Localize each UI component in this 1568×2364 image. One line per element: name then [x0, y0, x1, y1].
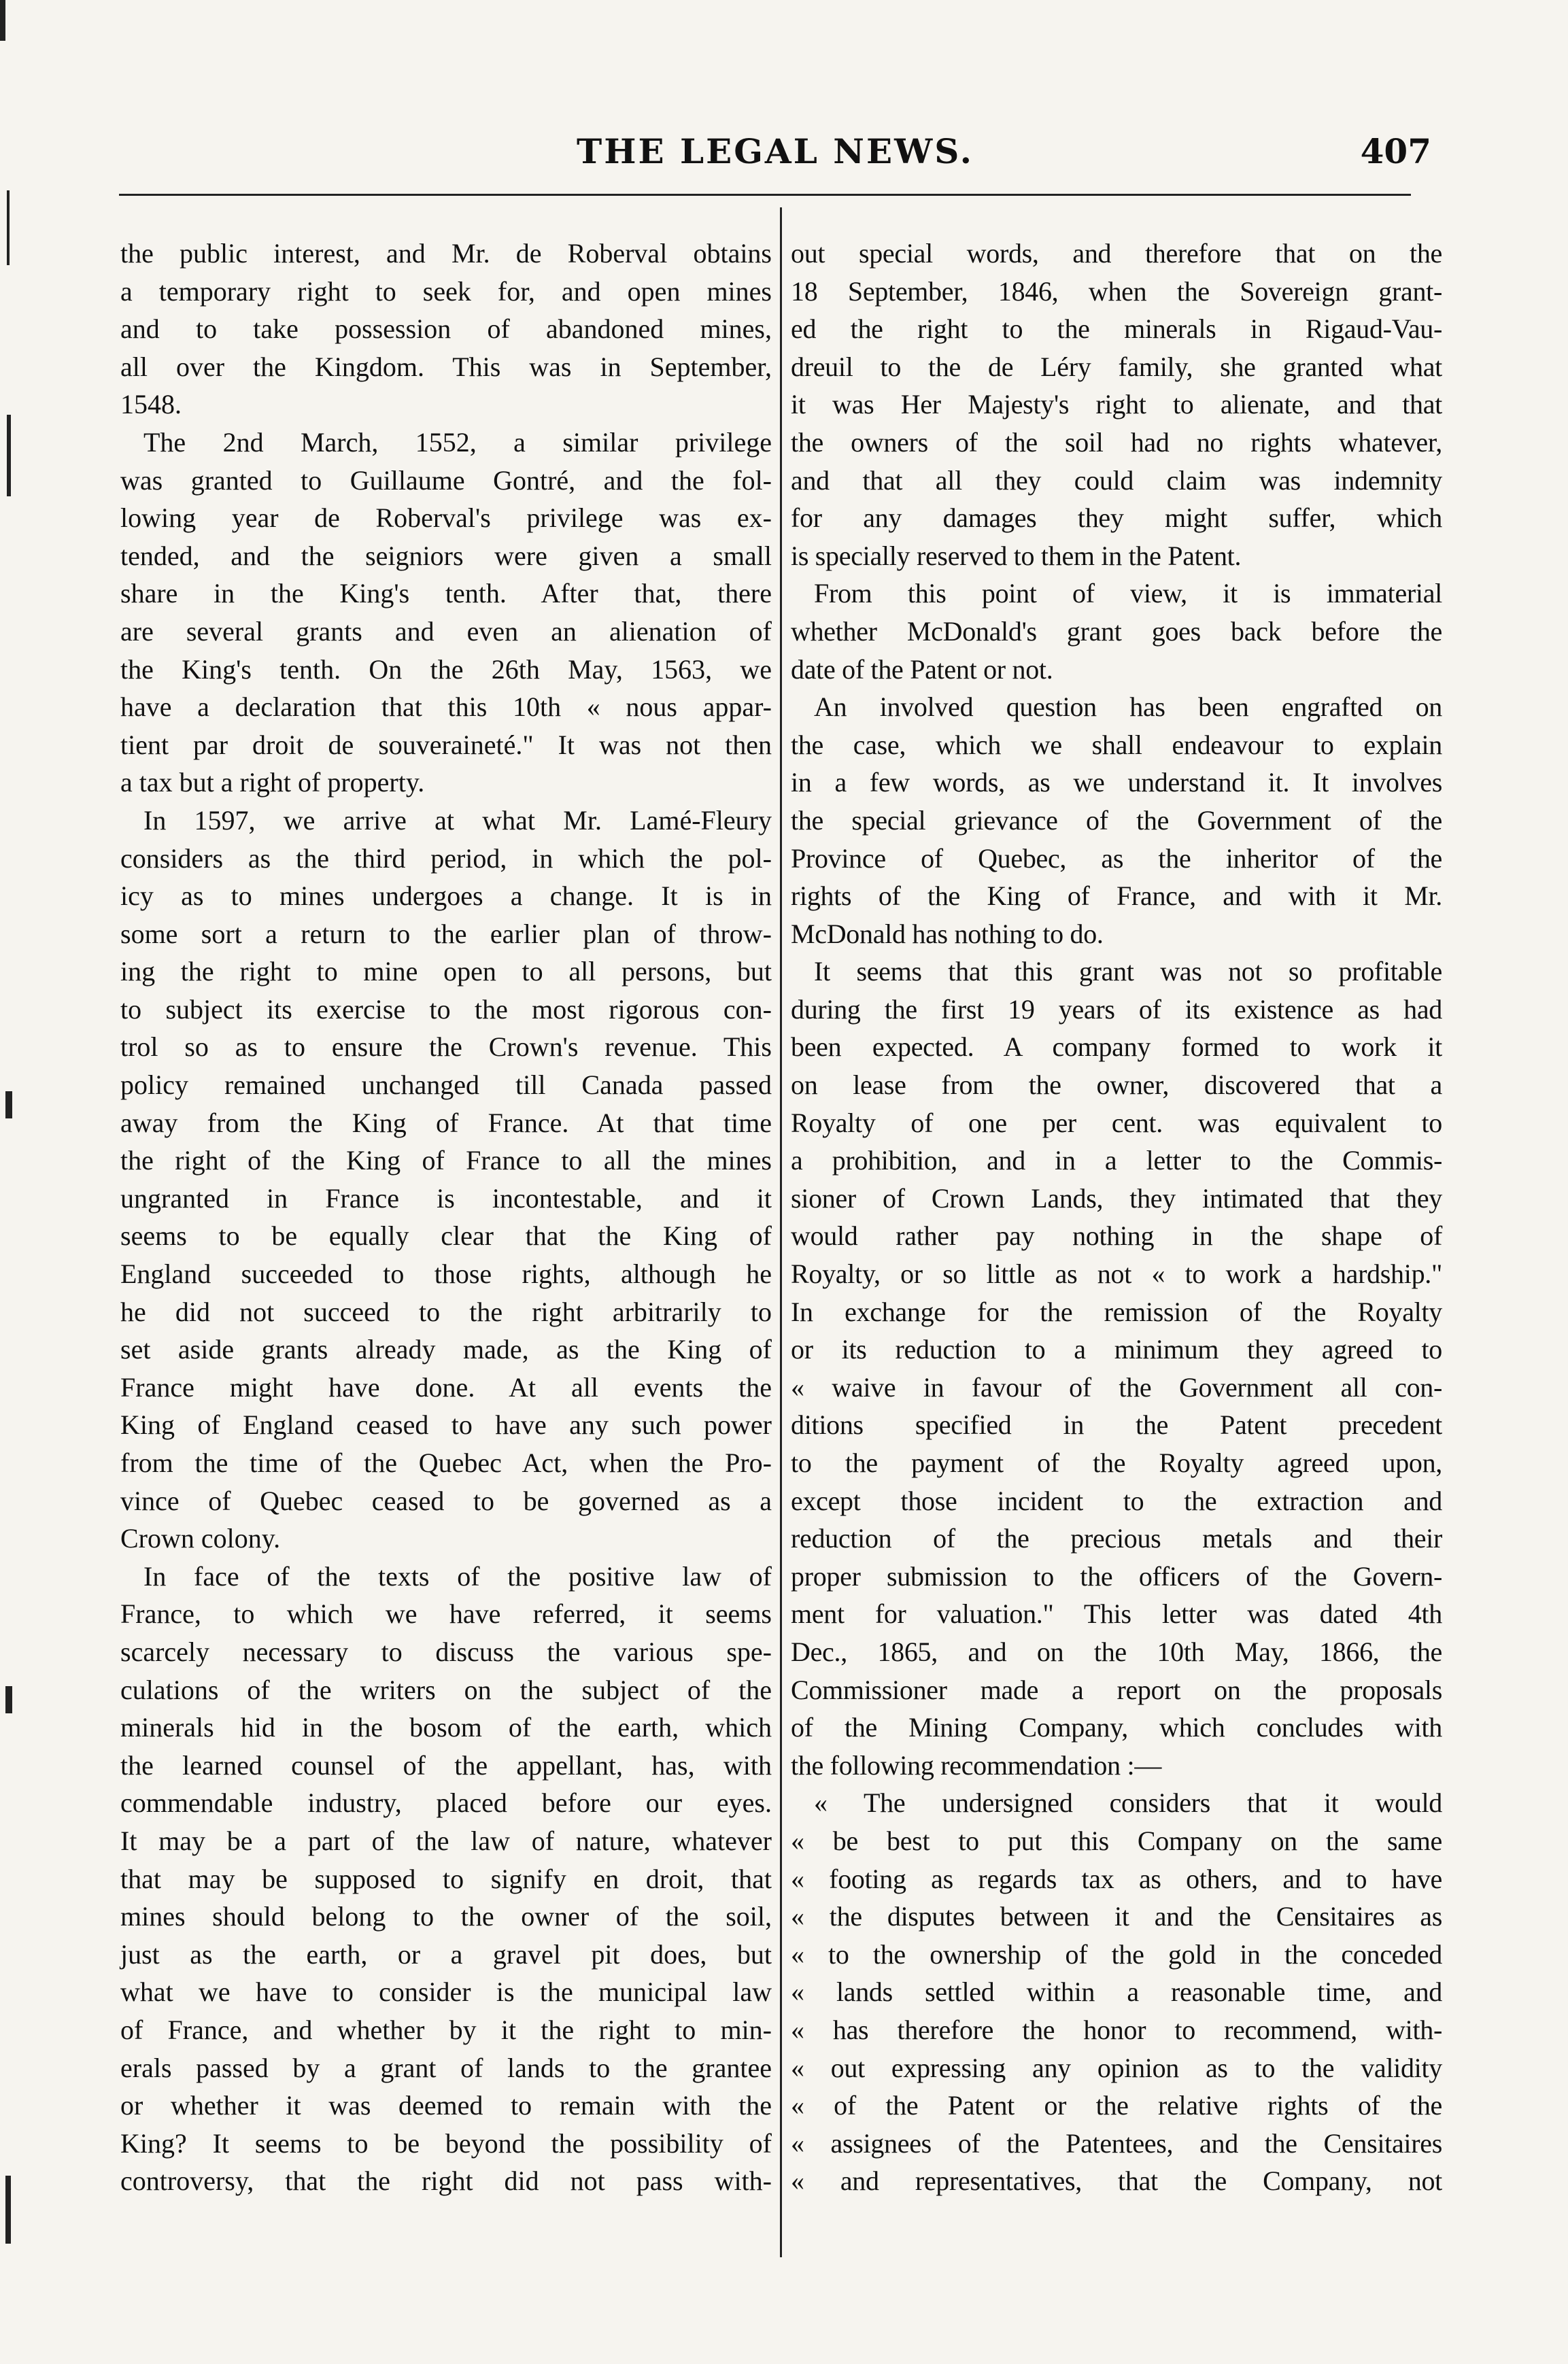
right-column-text-line: It seems that this grant was not so profitable [814, 956, 1442, 987]
left-column-text-line: all over the Kingdom. This was in September, [120, 351, 772, 382]
right-column-text-line: of the Mining Company, which concludes with [791, 1712, 1442, 1743]
right-column-text-line: is specially reserved to them in the Patent. [791, 540, 1242, 571]
left-column-text-line: scarcely necessary to discuss the various spe- [120, 1636, 772, 1667]
margin-mark [5, 1091, 12, 1118]
right-column-text-line: « the disputes between it and the Censitaires as [791, 1901, 1442, 1932]
left-column-text-line: culations of the writers on the subject of the [120, 1674, 772, 1705]
right-column-text-line: it was Her Majesty's right to alienate, and that [791, 389, 1442, 420]
left-column-text-line: 1548. [120, 389, 182, 420]
left-column-text-line: controversy, that the right did not pass with- [120, 2165, 772, 2197]
left-column-text-line: mines should belong to the owner of the soil, [120, 1901, 772, 1932]
left-column-text-line: a temporary right to seek for, and open mines [120, 275, 772, 307]
left-column-text-line: what we have to consider is the municipal law [120, 1976, 772, 2008]
left-column-text-line: a tax but a right of property. [120, 767, 425, 798]
right-column-text-line: the special grievance of the Government of the [791, 804, 1442, 836]
right-column-text-line: In exchange for the remission of the Royalty [791, 1296, 1442, 1327]
right-column-text-line: McDonald has nothing to do. [791, 918, 1104, 949]
margin-mark [0, 0, 5, 41]
left-column-text-line: commendable industry, placed before our eyes. [120, 1787, 772, 1819]
left-column-text-line: minerals hid in the bosom of the earth, which [120, 1712, 772, 1743]
left-column-text-line: the learned counsel of the appellant, has, with [120, 1749, 772, 1781]
margin-mark [7, 190, 10, 265]
right-column-text-line: reduction of the precious metals and their [791, 1523, 1442, 1554]
left-column-text-line: share in the King's tenth. After that, there [120, 578, 772, 609]
left-column-text-line: policy remained unchanged till Canada passed [120, 1069, 772, 1101]
right-column-text-line: Province of Quebec, as the inheritor of the [791, 842, 1442, 874]
left-column-text-line: France, to which we have referred, it seems [120, 1598, 772, 1630]
left-column-text-line: ungranted in France is incontestable, and it [120, 1182, 772, 1214]
right-column [791, 235, 1442, 2200]
left-column-text-line: England succeeded to those rights, although he [120, 1258, 772, 1290]
page-header [119, 126, 1431, 187]
right-column-text-line: dreuil to the de Léry family, she granted what [791, 351, 1442, 382]
left-column-text-line: the King's tenth. On the 26th May, 1563, we [120, 653, 772, 685]
right-column-text-line: « assignees of the Patentees, and the Censitaires [791, 2127, 1442, 2159]
right-column-text-line: out special words, and therefore that on the [791, 238, 1442, 269]
left-column-text-line: and to take possession of abandoned mines, [120, 313, 772, 345]
right-column-text-line: Royalty, or so little as not « to work a hardship." [791, 1258, 1442, 1290]
right-column-text-line: would rather pay nothing in the shape of [791, 1220, 1442, 1252]
right-column-text-line: and that all they could claim was indemnity [791, 464, 1442, 496]
right-column-text-line: « and representatives, that the Company, not [791, 2165, 1442, 2197]
left-column-text-line: the public interest, and Mr. de Roberval obtains [120, 238, 772, 269]
right-column-text-line: ment for valuation." This letter was dated 4th [791, 1598, 1442, 1630]
right-column-text-line: been expected. A company formed to work it [791, 1031, 1442, 1063]
left-column-text-line: ing the right to mine open to all persons, but [120, 956, 772, 987]
running-title: THE LEGAL NEWS. [577, 131, 974, 171]
right-column-text-line: « to the ownership of the gold in the conceded [791, 1938, 1442, 1970]
left-column-text-line: the right of the King of France to all the mines [120, 1145, 772, 1176]
left-column-text-line: lowing year de Roberval's privilege was ex- [120, 502, 772, 534]
left-column-text-line: or whether it was deemed to remain with the [120, 2090, 772, 2121]
left-column-text-line: he did not succeed to the right arbitrarily to [120, 1296, 772, 1327]
left-column-text-line: In 1597, we arrive at what Mr. Lamé-Fleury [143, 804, 772, 836]
left-column-text-line: The 2nd March, 1552, a similar privilege [143, 426, 772, 458]
left-column-text-line: away from the King of France. At that time [120, 1107, 772, 1138]
right-column-text-line: 18 September, 1846, when the Sovereign grant- [791, 275, 1442, 307]
right-column-text-line: « footing as regards tax as others, and to have [791, 1863, 1442, 1894]
left-column-text-line: just as the earth, or a gravel pit does, but [120, 1938, 772, 1970]
left-column-text-line: that may be supposed to signify en droit, that [120, 1863, 772, 1894]
right-column-text-line: in a few words, as we understand it. It involves [791, 767, 1442, 798]
right-column-text-line: « out expressing any opinion as to the validity [791, 2052, 1442, 2083]
right-column-text-line: « waive in favour of the Government all con- [791, 1371, 1442, 1403]
right-column-text-line: « The undersigned considers that it would [814, 1787, 1442, 1819]
right-column-text-line: on lease from the owner, discovered that a [791, 1069, 1442, 1101]
margin-mark [5, 1686, 12, 1713]
right-column-text-line: From this point of view, it is immaterial [814, 578, 1442, 609]
right-column-text-line: « be best to put this Company on the same [791, 1825, 1442, 1856]
left-column-text-line: In face of the texts of the positive law of [143, 1560, 772, 1592]
right-column-text-line: sioner of Crown Lands, they intimated that they [791, 1182, 1442, 1214]
left-column-text-line: from the time of the Quebec Act, when the Pro- [120, 1447, 772, 1478]
right-column-text-line: date of the Patent or not. [791, 653, 1053, 685]
right-column-text-line: during the first 19 years of its existence as had [791, 993, 1442, 1025]
right-column-text-line: except those incident to the extraction and [791, 1485, 1442, 1516]
page-number: 407 [1360, 131, 1431, 171]
margin-mark [5, 2176, 11, 2244]
right-column-text-line: « has therefore the honor to recommend, with- [791, 2014, 1442, 2045]
right-column-text-line: to the payment of the Royalty agreed upon, [791, 1447, 1442, 1478]
left-column-text-line: set aside grants already made, as the King of [120, 1334, 772, 1365]
left-column-text-line: France might have done. At all events the [120, 1371, 772, 1403]
left-column-text-line: of France, and whether by it the right to min- [120, 2014, 772, 2045]
right-column-text-line: Dec., 1865, and on the 10th May, 1866, the [791, 1636, 1442, 1667]
right-column-text-line: the owners of the soil had no rights whatever, [791, 426, 1442, 458]
right-column-text-line: « of the Patent or the relative rights of the [791, 2090, 1442, 2121]
right-column-text-line: whether McDonald's grant goes back before the [791, 615, 1442, 647]
left-column-text-line: vince of Quebec ceased to be governed as a [120, 1485, 772, 1516]
right-column-text-line: proper submission to the officers of the Govern- [791, 1560, 1442, 1592]
left-column-text-line: tient par droit de souveraineté." It was not then [120, 729, 772, 760]
right-column-text-line: ed the right to the minerals in Rigaud-Vau- [791, 313, 1442, 345]
right-column-text-line: Commissioner made a report on the proposals [791, 1674, 1442, 1705]
left-column-text-line: Crown colony. [120, 1523, 281, 1554]
left-column-text-line: are several grants and even an alienation of [120, 615, 772, 647]
left-column-text-line: have a declaration that this 10th « nous appar- [120, 691, 772, 723]
left-column-text-line: icy as to mines undergoes a change. It is in [120, 880, 772, 912]
left-column-text-line: It may be a part of the law of nature, whatever [120, 1825, 772, 1856]
right-column-text-line: a prohibition, and in a letter to the Commis- [791, 1145, 1442, 1176]
left-column-text-line: was granted to Guillaume Gontré, and the fol- [120, 464, 772, 496]
left-column-text-line: trol so as to ensure the Crown's revenue. This [120, 1031, 772, 1063]
left-column-text-line: some sort a return to the earlier plan of throw- [120, 918, 772, 949]
left-column-text-line: erals passed by a grant of lands to the grantee [120, 2052, 772, 2083]
right-column-text-line: rights of the King of France, and with it Mr. [791, 880, 1442, 912]
column-divider [780, 207, 782, 2257]
left-column-text-line: to subject its exercise to the most rigorous con- [120, 993, 772, 1025]
right-column-text-line: « lands settled within a reasonable time, and [791, 1976, 1442, 2008]
left-column-text-line: seems to be equally clear that the King of [120, 1220, 772, 1252]
margin-mark [7, 415, 11, 496]
right-column-text-line: the case, which we shall endeavour to explain [791, 729, 1442, 760]
left-column-text-line: King of England ceased to have any such power [120, 1409, 772, 1441]
right-column-text-line: ditions specified in the Patent precedent [791, 1409, 1442, 1441]
left-column-text-line: tended, and the seigniors were given a small [120, 540, 772, 571]
left-column-text-line: considers as the third period, in which the pol- [120, 842, 772, 874]
right-column-text-line: for any damages they might suffer, which [791, 502, 1442, 534]
right-column-text-line: An involved question has been engrafted on [814, 691, 1442, 723]
right-column-text-line: Royalty of one per cent. was equivalent to [791, 1107, 1442, 1138]
left-column-text-line: King? It seems to be beyond the possibility of [120, 2127, 772, 2159]
right-column-text-line: or its reduction to a minimum they agreed to [791, 1334, 1442, 1365]
header-rule [119, 194, 1411, 196]
left-column [120, 235, 772, 2200]
right-column-text-line: the following recommendation :— [791, 1749, 1162, 1781]
